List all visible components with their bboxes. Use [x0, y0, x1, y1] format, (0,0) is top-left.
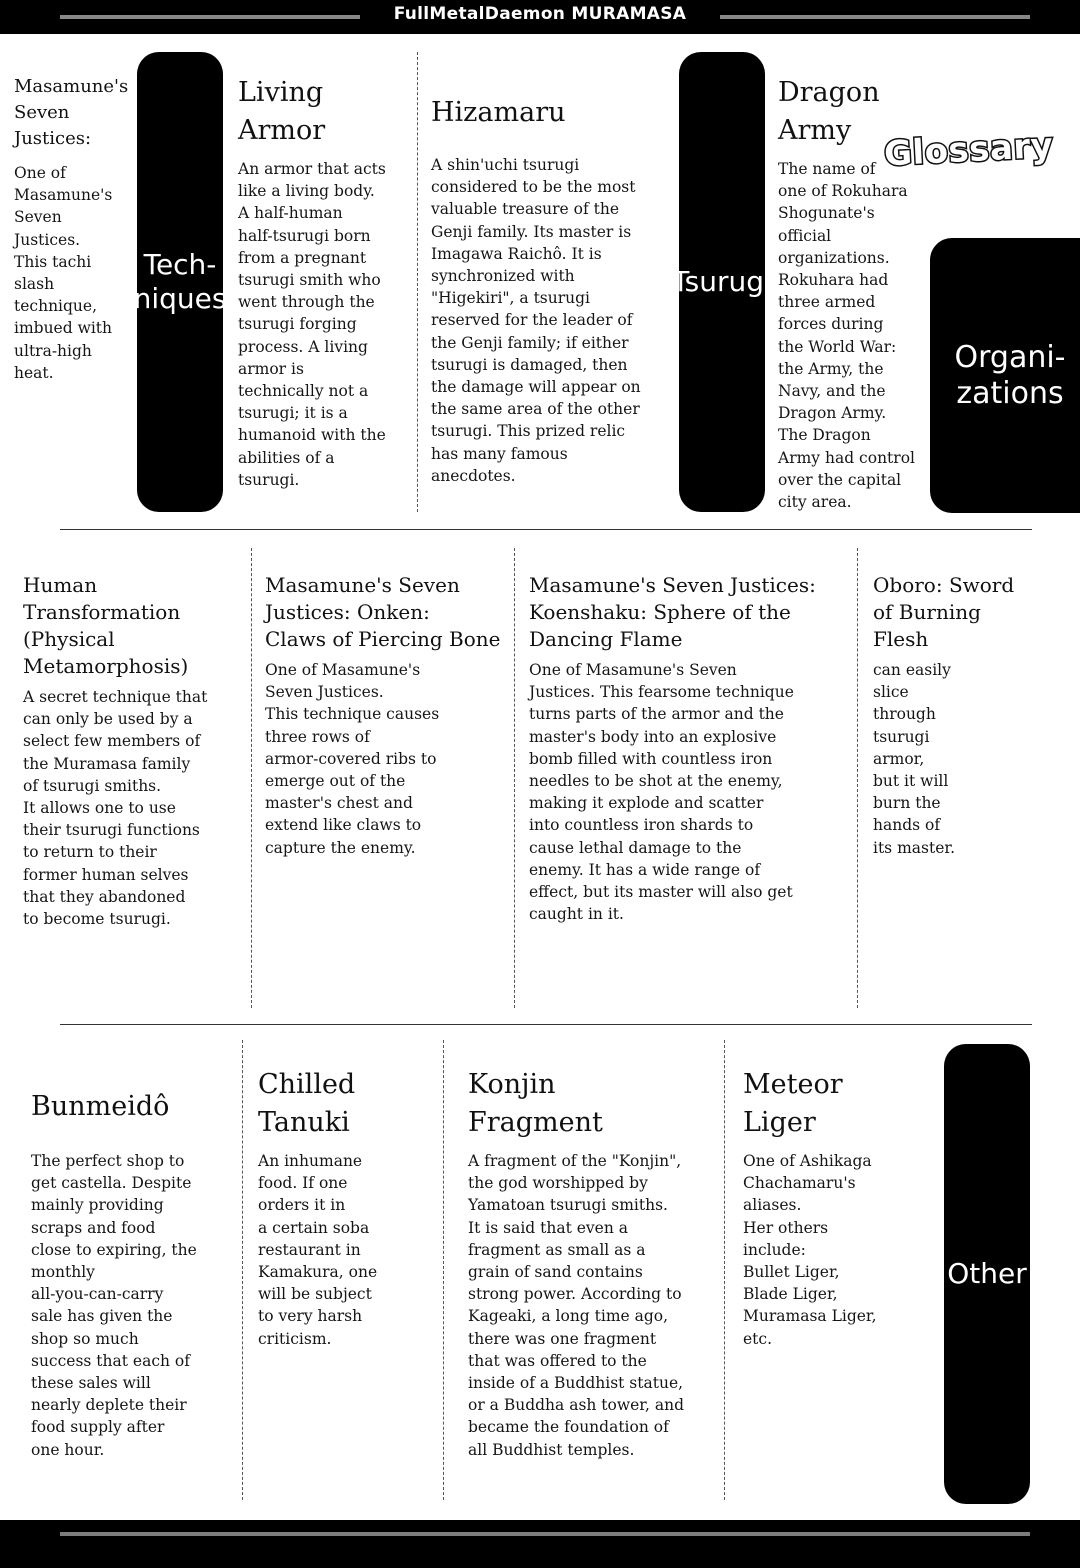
column-divider — [443, 1040, 444, 1500]
glossary-entry — [31, 1088, 236, 1461]
entry-body: One of Ashikaga Chachamaru's aliases. Her others include: Bullet Liger, Blade Liger, Muramasa Liger, etc. — [743, 1152, 877, 1348]
entry-title: Bunmeidô — [31, 1091, 170, 1122]
entry-body: An armor that acts like a living body. A half-human half-tsurugi born from a pregnant tsurugi smith who went through the tsurugi forging process. A living armor is technically not a tsurugi; it is a humanoid with the abilities of a tsurugi. — [238, 160, 386, 489]
column-divider — [251, 548, 252, 1008]
glossary-entry — [743, 1066, 938, 1350]
glossary-entry — [778, 74, 928, 513]
glossary-entry — [14, 74, 136, 384]
entry-body: A shin'uchi tsurugi considered to be the most valuable treasure of the Genji family. Its master is Imagawa Raichô. It is synchronized with "Higekiri", a tsurugi reserved for the leader of the Genji family; if either tsurugi is damaged, then the damage will appear on the same area of the other tsurugi. This prized relic has many famous anecdotes. — [431, 156, 641, 485]
tab-organizations — [930, 238, 1080, 513]
entry-body: One of Masamune's Seven Justices. This fearsome technique turns parts of the armor and the master's body into an explosive bomb filled with countless iron needles to be shot at the enemy, making it explode and scatter into countless iron shards to cause lethal damage to the enemy. It has a wide range of effect, but its master will also get caught in it. — [529, 661, 794, 924]
tab-other — [944, 1044, 1030, 1504]
entry-body: A secret technique that can only be used by a select few members of the Muramasa family of tsurugi smiths. It allows one to use their tsurugi functions to return to their former human selves that they abandoned to become tsurugi. — [23, 688, 208, 929]
glossary-entry — [529, 572, 854, 925]
entry-body: The name of one of Rokuhara Shogunate's official organizations. Rokuhara had three armed forces during the World War: the Army, the Navy, and the Dragon Army. The Dragon Army had control over the capital city area. — [778, 160, 915, 512]
column-divider — [417, 52, 418, 512]
tab-tsurugi — [672, 52, 772, 512]
entry-title: Masamune's Seven Justices: Onken: Claws of Piercing Bone — [265, 573, 501, 651]
entry-body: The perfect shop to get castella. Despite mainly providing scraps and food close to expiring, the monthly all-you-can-carry sale has given the shop so much success that each of these sales will nearly deplete their food supply after one hour. — [31, 1152, 197, 1459]
glossary-entry — [238, 74, 413, 491]
entry-title: Hizamaru — [431, 97, 566, 128]
footer-rule — [60, 1532, 1030, 1536]
entry-title: Dragon Army — [778, 77, 880, 146]
entry-title: Masamune's Seven Justices: Koenshaku: Sphere of the Dancing Flame — [529, 573, 816, 651]
entry-title: Chilled Tanuki — [258, 1069, 356, 1138]
tab-tsurugi-label: Tsurugi — [672, 265, 772, 298]
glossary-entry — [873, 572, 1023, 859]
tab-techniques-label: Tech- niques — [133, 248, 227, 315]
section-divider — [60, 529, 1032, 530]
column-divider — [514, 548, 515, 1008]
column-divider — [242, 1040, 243, 1500]
glossary-entry — [265, 572, 510, 859]
entry-body: An inhumane food. If one orders it in a certain soba restaurant in Kamakura, one will be subject to very harsh criticism. — [258, 1152, 378, 1348]
glossary-entry — [23, 572, 249, 930]
tab-organizations-label: Organi- zations — [954, 339, 1066, 411]
entry-title: Living Armor — [238, 77, 326, 146]
column-divider — [857, 548, 858, 1008]
entry-body: One of Masamune's Seven Justices. This technique causes three rows of armor-covered ribs to emerge out of the master's chest and extend like claws to capture the enemy. — [265, 661, 440, 857]
glossary-entry — [258, 1066, 438, 1350]
page-header-title: FullMetalDaemon MURAMASA — [393, 4, 687, 24]
column-divider — [724, 1040, 725, 1500]
glossary-entry — [468, 1066, 718, 1461]
entry-title: Meteor Liger — [743, 1069, 843, 1138]
entry-body: can easily slice through tsurugi armor, but it will burn the hands of its master. — [873, 661, 955, 857]
tab-other-label: Other — [947, 1257, 1027, 1290]
entry-title: Konjin Fragment — [468, 1069, 603, 1138]
footer-bar — [0, 1520, 1080, 1568]
entry-title: Masamune's Seven Justices: — [14, 76, 129, 149]
tab-techniques — [133, 52, 227, 512]
entry-body: One of Masamune's Seven Justices. This tachi slash technique, imbued with ultra-high heat. — [14, 164, 113, 382]
glossary-entry — [431, 94, 671, 487]
glossary-badge: Glossary — [883, 125, 1055, 175]
section-divider — [60, 1024, 1032, 1025]
entry-title: Human Transformation (Physical Metamorphosis) — [23, 573, 189, 678]
entry-title: Oboro: Sword of Burning Flesh — [873, 573, 1015, 651]
entry-body: A fragment of the "Konjin", the god worshipped by Yamatoan tsurugi smiths. It is said that even a fragment as small as a grain of sand contains strong power. According to Kageaki, a long time ago, there was one fragment that was offered to the inside of a Buddhist statue, or a Buddha ash tower, and became the foundation of all Buddhist temples. — [468, 1152, 685, 1459]
